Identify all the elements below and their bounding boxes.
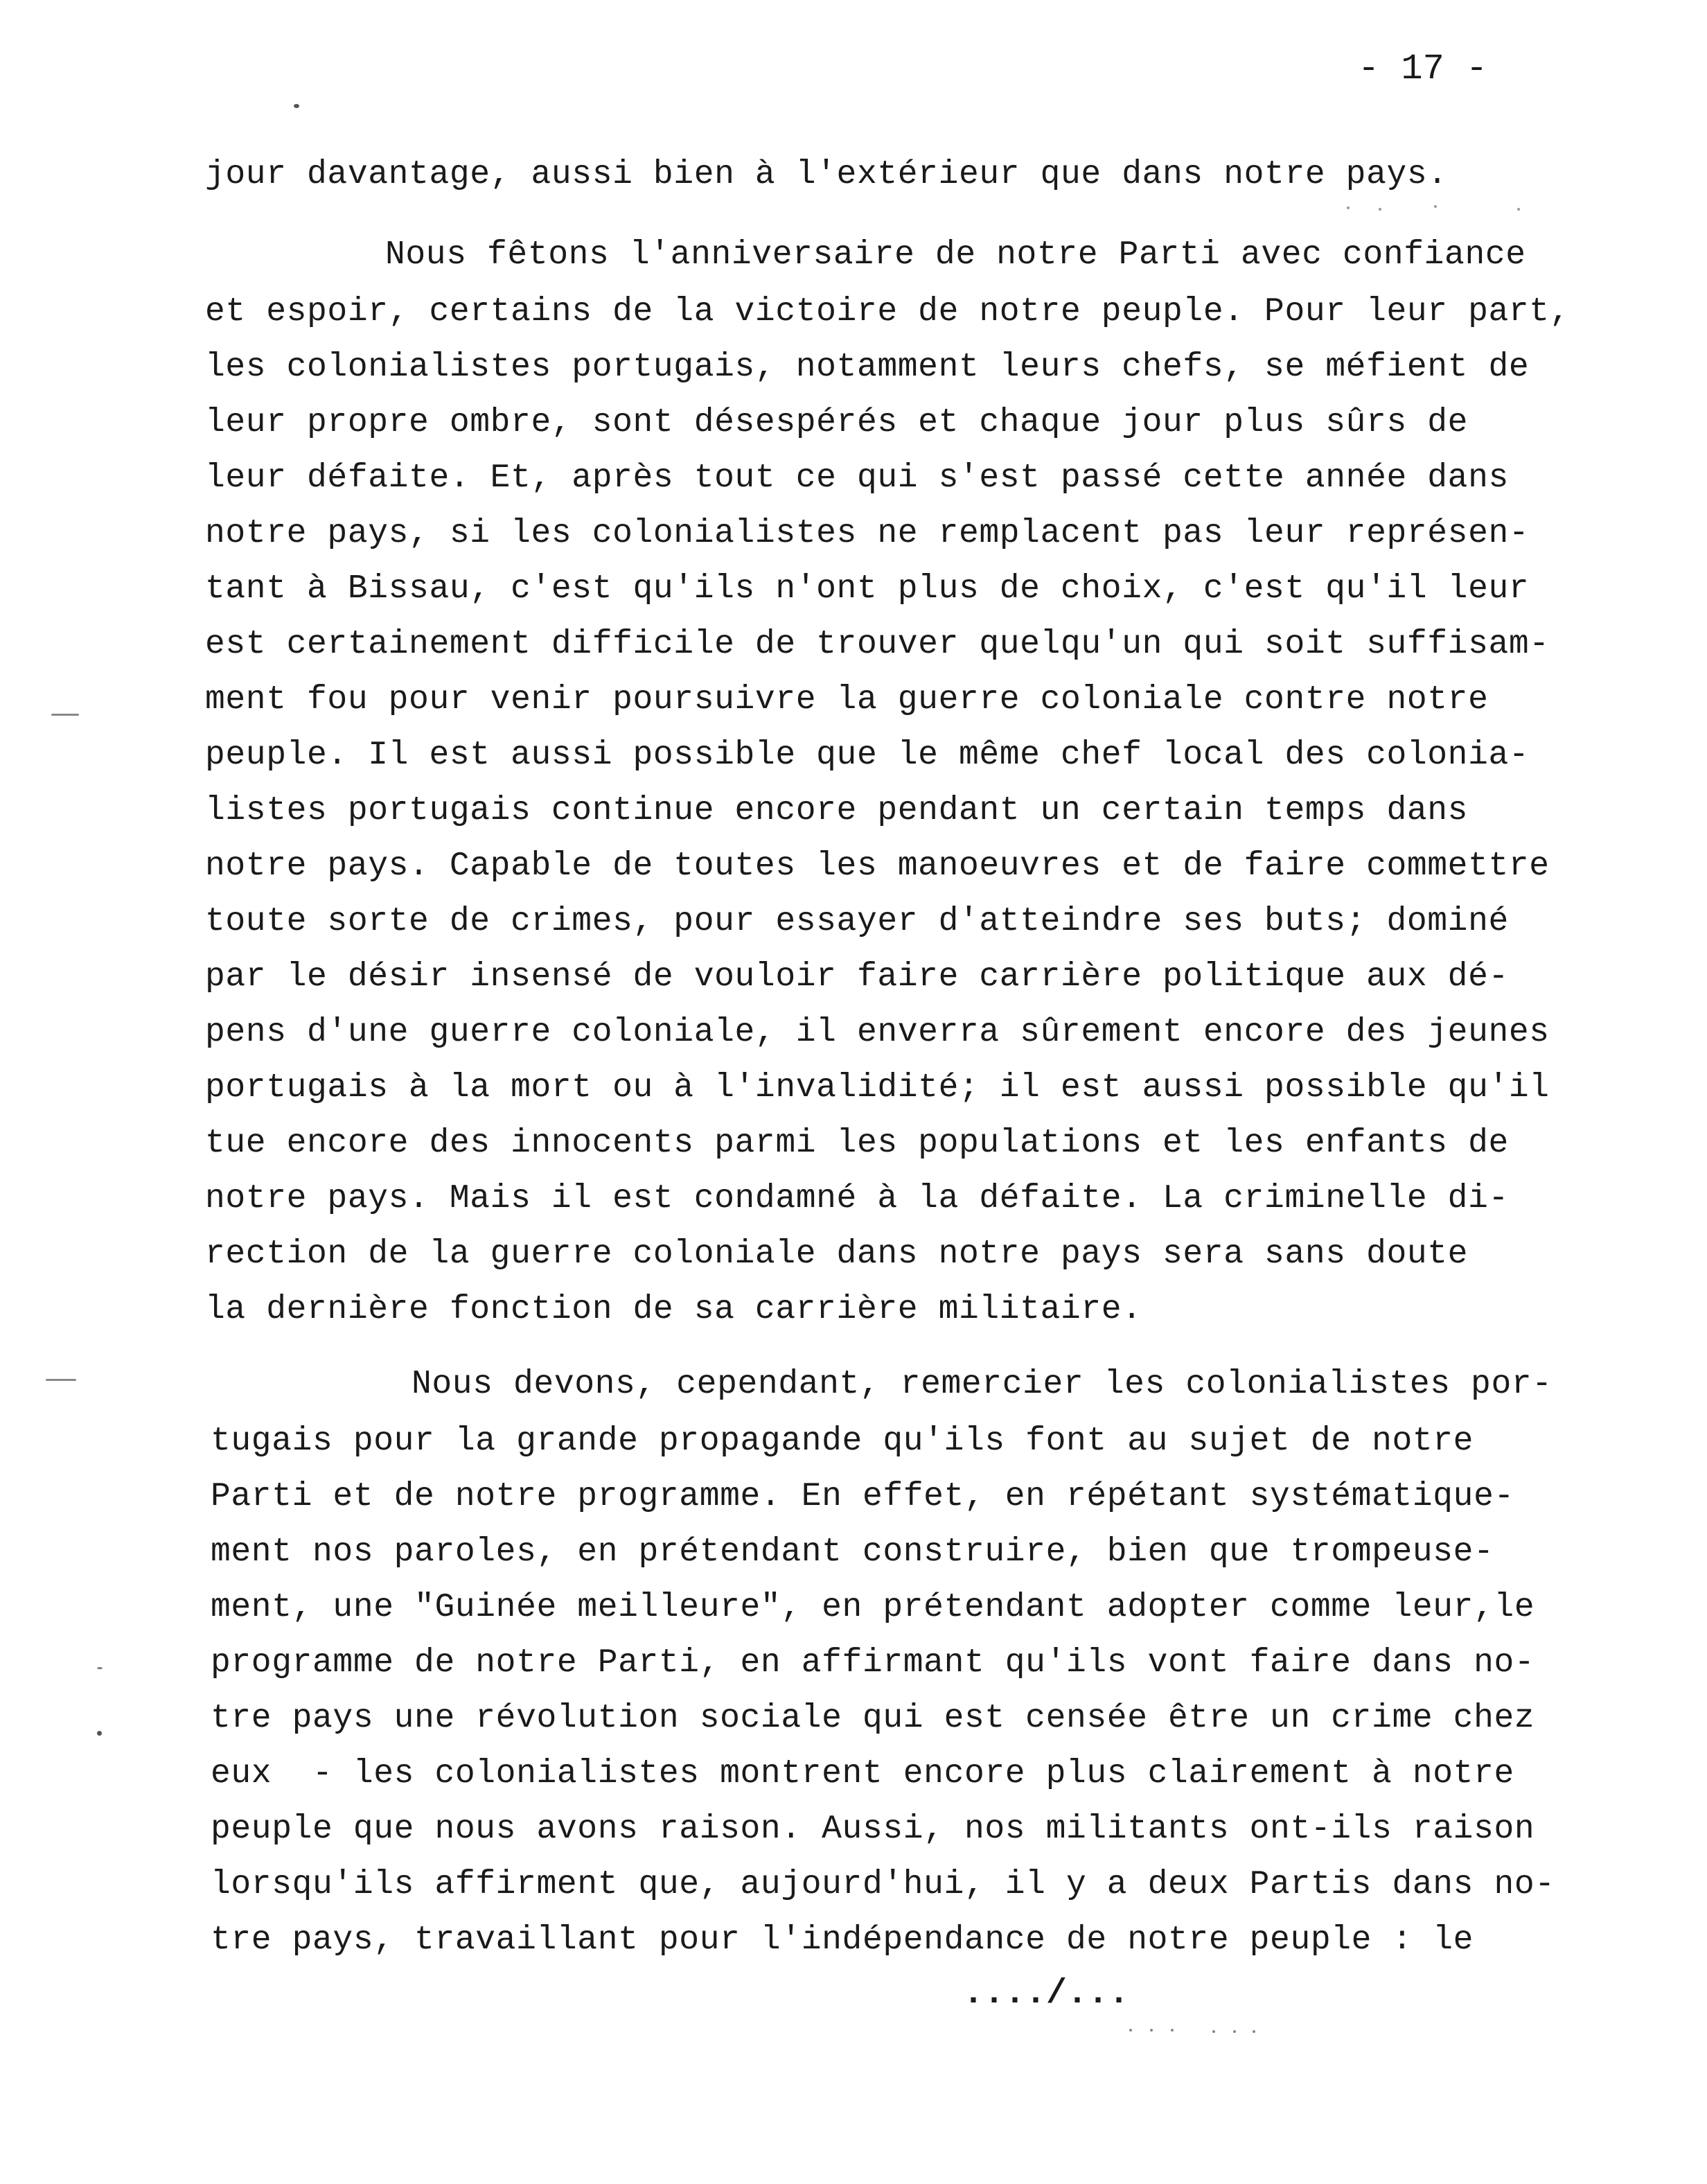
scan-speck [1347,206,1350,209]
text-line: est certainement difficile de trouver quelqu'un qui soit suffisam- [205,626,1550,663]
text-line: ment, une "Guinée meilleure", en prétendant adopter comme leur,le [211,1589,1535,1626]
text-line: la dernière fonction de sa carrière militaire. [205,1291,1142,1328]
scan-speck [1171,2029,1174,2032]
scan-speck [1517,208,1520,211]
scan-speck [1253,2030,1255,2033]
scan-speck [46,1379,76,1381]
text-line: ment nos paroles, en prétendant construire, bien que trompeuse- [211,1533,1494,1571]
scan-speck [1379,208,1381,211]
text-line: programme de notre Parti, en affirmant qu'ils vont faire dans no- [211,1644,1535,1682]
scan-speck [1129,2029,1132,2032]
text-line: leur défaite. Et, après tout ce qui s'est passé cette année dans [205,459,1509,497]
text-line: leur propre ombre, sont désespérés et chaque jour plus sûrs de [205,404,1469,441]
text-line: tugais pour la grande propagande qu'ils font au sujet de notre [211,1423,1474,1460]
text-line: rection de la guerre coloniale dans notre pays sera sans doute [205,1235,1469,1273]
page-number: - 17 - [1358,49,1488,89]
scan-speck [294,104,299,108]
text-line: Nous devons, cependant, remercier les colonialistes por- [412,1366,1553,1403]
scan-speck [51,714,79,716]
text-line: Nous fêtons l'anniversaire de notre Parti avec confiance [385,236,1526,274]
scan-speck [97,1667,103,1669]
text-line: peuple. Il est aussi possible que le même chef local des colonia- [205,737,1530,774]
text-line: par le désir insensé de vouloir faire carrière politique aux dé- [205,958,1509,996]
text-line: listes portugais continue encore pendant un certain temps dans [205,792,1469,829]
text-line: portugais à la mort ou à l'invalidité; il est aussi possible qu'il [205,1069,1550,1107]
text-line: peuple que nous avons raison. Aussi, nos militants ont-ils raison [211,1811,1535,1848]
text-line: notre pays. Capable de toutes les manoeuvres et de faire commettre [205,847,1550,885]
text-line: notre pays, si les colonialistes ne remplacent pas leur représen- [205,515,1530,552]
text-line: notre pays. Mais il est condamné à la défaite. La criminelle di- [205,1180,1509,1217]
scan-speck [1233,2030,1236,2033]
text-line: jour davantage, aussi bien à l'extérieur que dans notre pays. [205,156,1448,193]
scan-speck [1150,2029,1153,2032]
continuation-marker: ..../... [963,1974,1130,2014]
text-line: ment fou pour venir poursuivre la guerre coloniale contre notre [205,681,1489,719]
text-line: pens d'une guerre coloniale, il enverra sûrement encore des jeunes [205,1014,1550,1051]
text-line: tre pays, travaillant pour l'indépendance de notre peuple : le [211,1921,1474,1959]
text-line: et espoir, certains de la victoire de notre peuple. Pour leur part, [205,293,1571,331]
text-line: toute sorte de crimes, pour essayer d'atteindre ses buts; dominé [205,903,1509,940]
text-line: Parti et de notre programme. En effet, en répétant systématique- [211,1478,1514,1515]
scan-speck [1434,205,1437,208]
text-line: tre pays une révolution sociale qui est censée être un crime chez [211,1700,1535,1737]
text-line: les colonialistes portugais, notamment leurs chefs, se méfient de [205,349,1530,386]
scan-speck [97,1731,102,1736]
text-line: tant à Bissau, c'est qu'ils n'ont plus de choix, c'est qu'il leur [205,570,1530,608]
text-line: eux - les colonialistes montrent encore plus clairement à notre [211,1755,1514,1793]
text-line: lorsqu'ils affirment que, aujourd'hui, il y a deux Partis dans no- [211,1866,1555,1903]
scan-speck [1212,2030,1215,2033]
text-line: tue encore des innocents parmi les populations et les enfants de [205,1125,1509,1162]
